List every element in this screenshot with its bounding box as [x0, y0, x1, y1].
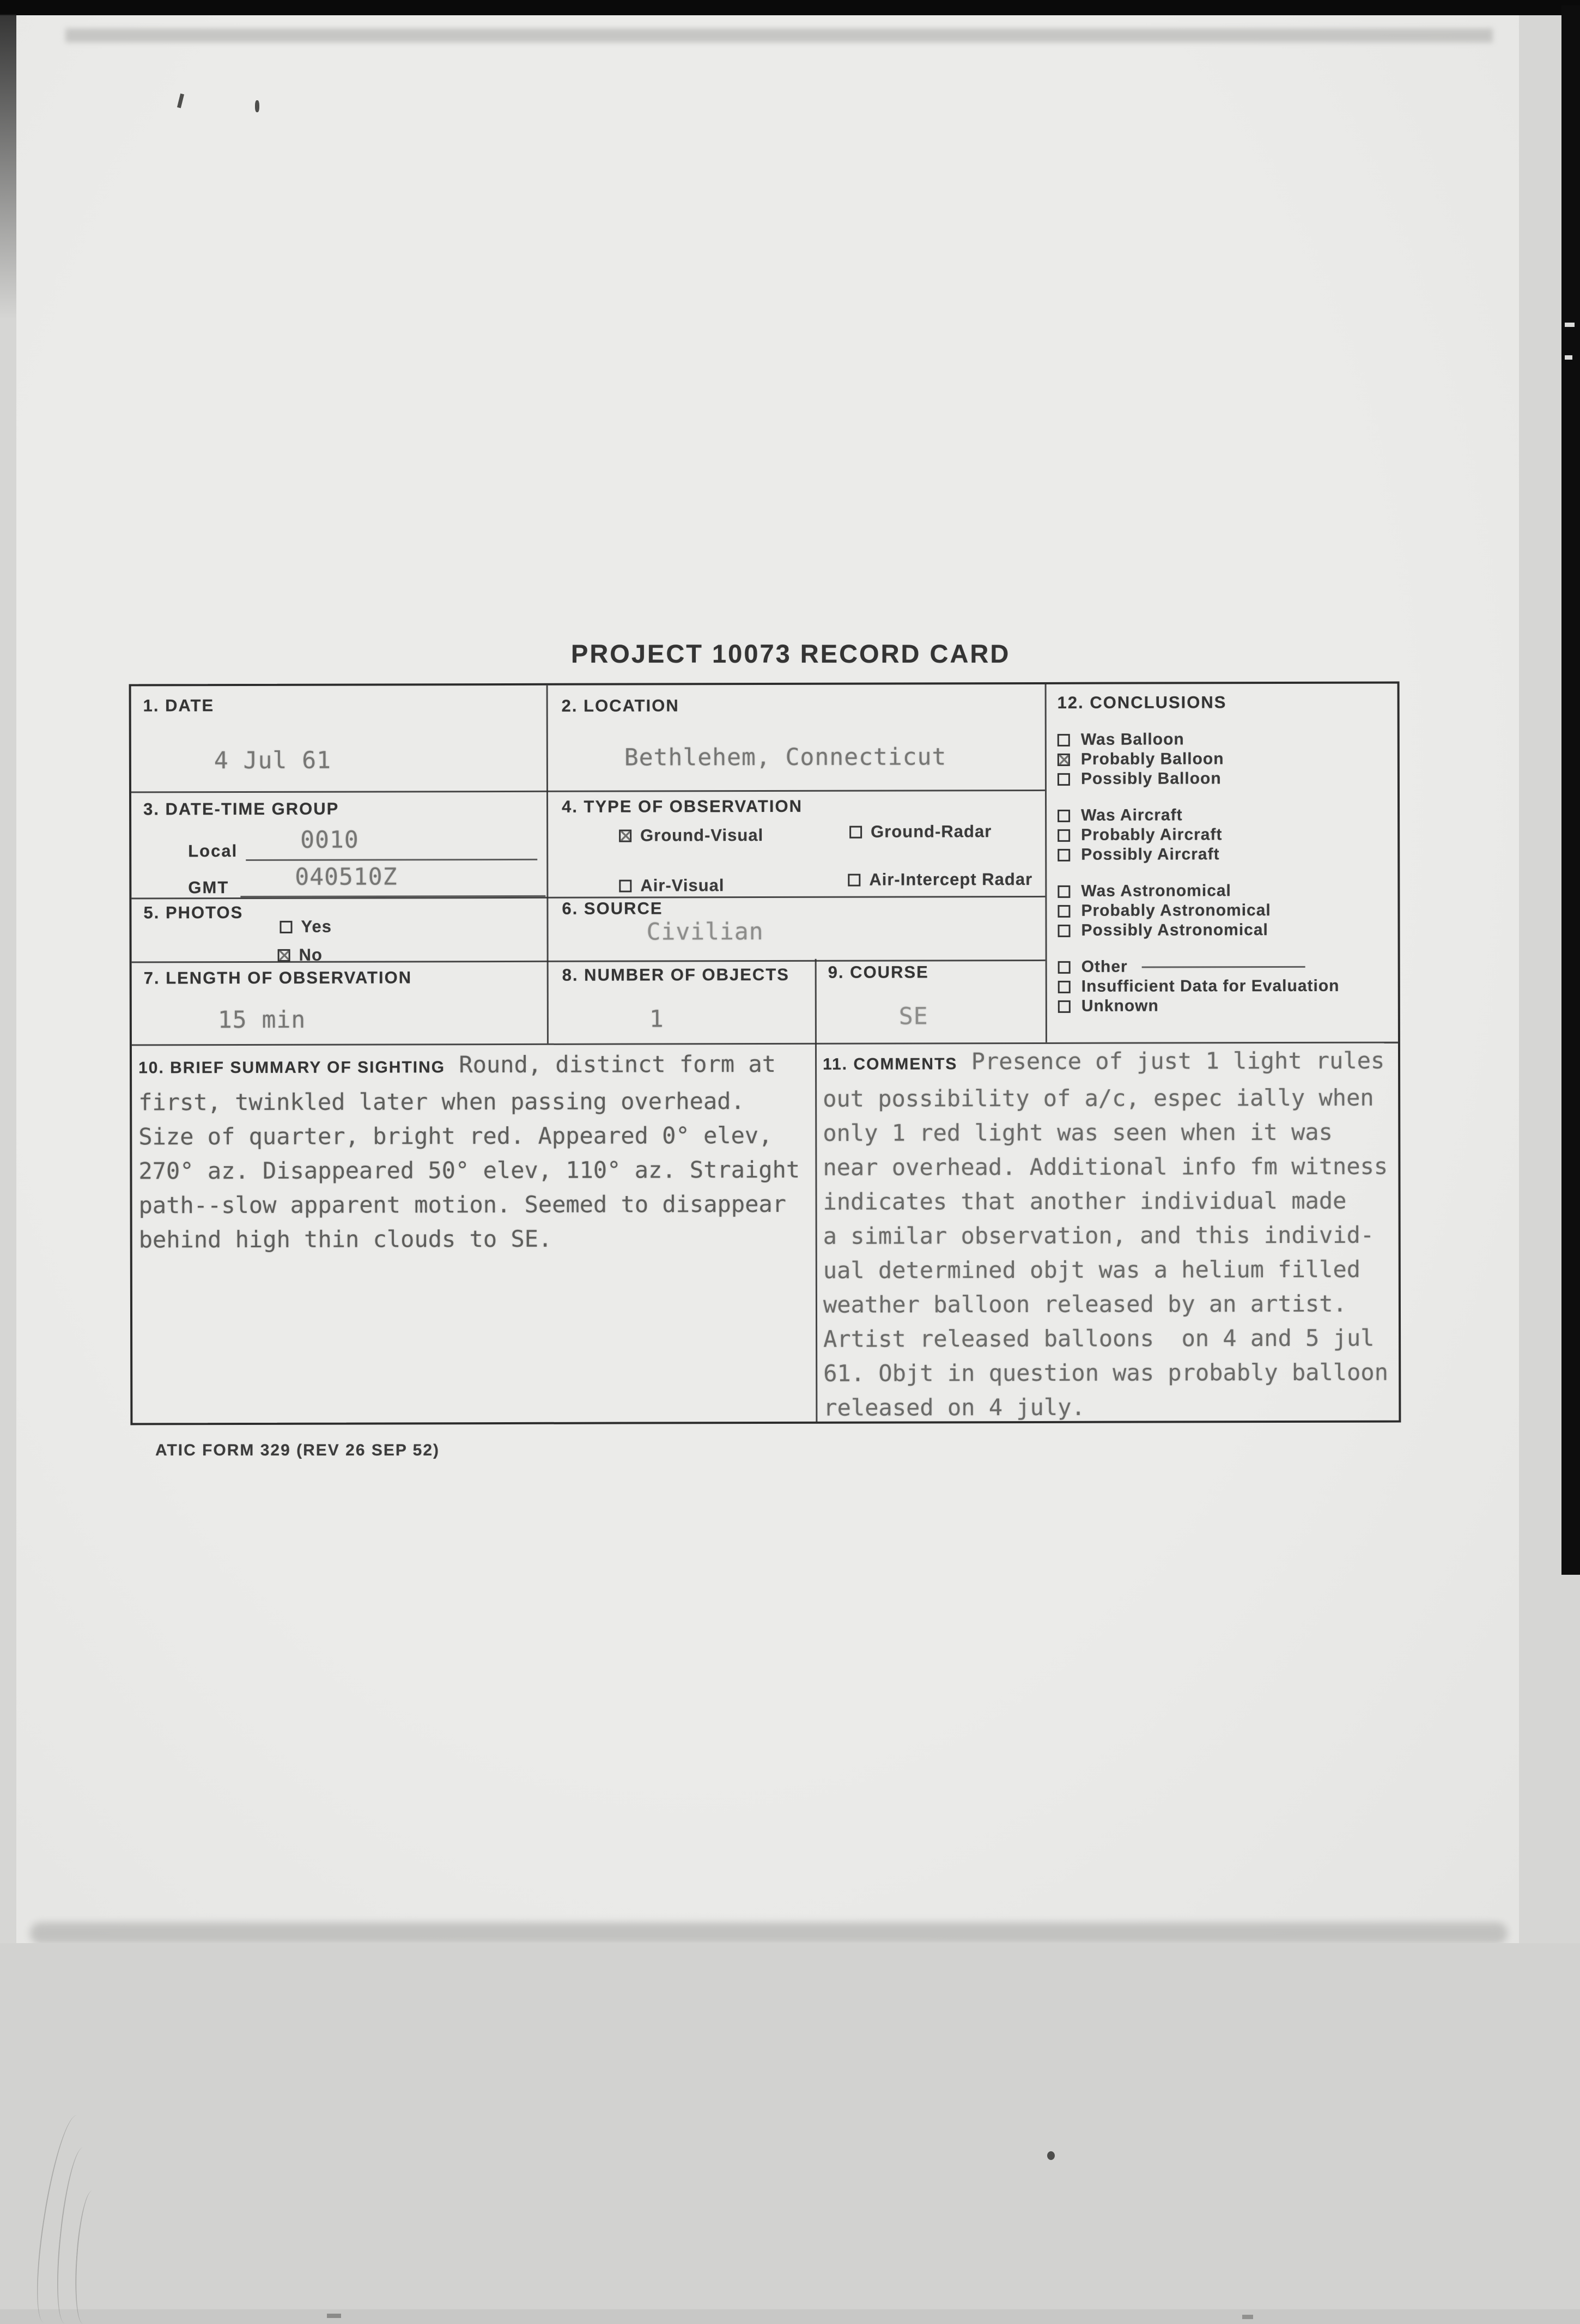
scan-bottom-edge [0, 2309, 1580, 2324]
conclusion-label: Was Balloon [1080, 730, 1184, 749]
brief-summary-label: 10. BRIEF SUMMARY OF SIGHTING [138, 1058, 446, 1077]
table-line [131, 790, 1045, 793]
checkbox-icon [1058, 809, 1070, 822]
type-of-observation-label: 4. TYPE OF OBSERVATION [562, 796, 803, 816]
date-value: 4 Jul 61 [214, 747, 332, 775]
brief-summary-block [138, 1047, 828, 1257]
course-label: 9. COURSE [828, 962, 929, 982]
source-value: Civilian [646, 918, 764, 946]
source-label: 6. SOURCE [562, 899, 663, 918]
ink-speck [327, 2314, 341, 2318]
conclusions-astronomical-group [1058, 881, 1393, 940]
option-label: Ground-Visual [640, 826, 764, 845]
checkbox-icon [1058, 848, 1070, 861]
conclusion-label: Possibly Balloon [1080, 769, 1222, 788]
ink-mark [255, 100, 259, 112]
length-of-observation-value: 15 min [217, 1006, 306, 1034]
table-line [1045, 684, 1047, 1042]
option-label: Yes [301, 917, 332, 936]
conclusions-other-group [1058, 957, 1393, 1016]
local-fill-line [246, 859, 537, 861]
length-of-observation-label: 7. LENGTH OF OBSERVATION [143, 968, 412, 988]
checkbox-icon [1058, 829, 1070, 841]
checkbox-icon [278, 949, 290, 961]
local-label: Local [188, 841, 238, 861]
local-value: 0010 [300, 826, 359, 854]
record-card-table [129, 682, 1401, 1425]
conclusion-label: Possibly Astronomical [1081, 921, 1268, 939]
option-photos-no [278, 945, 323, 965]
option-label: Air-Intercept Radar [869, 869, 1033, 889]
comments-label: 11. COMMENTS [823, 1055, 958, 1073]
conclusion-label: Possibly Aircraft [1081, 845, 1220, 864]
scan-left-edge [0, 14, 16, 319]
conclusion-option [1058, 769, 1393, 789]
location-label: 2. LOCATION [561, 696, 679, 715]
checkbox-icon [1058, 733, 1070, 746]
conclusion-option [1058, 976, 1393, 997]
checkbox-icon [1058, 1000, 1071, 1012]
gmt-label: GMT [188, 878, 229, 897]
conclusion-label: Was Aircraft [1081, 806, 1183, 824]
conclusion-option [1058, 996, 1393, 1016]
number-of-objects-label: 8. NUMBER OF OBJECTS [562, 964, 789, 985]
conclusion-label: Insufficient Data for Evaluation [1081, 976, 1340, 996]
conclusions-label: 12. CONCLUSIONS [1057, 693, 1227, 712]
checkbox-icon [1058, 905, 1070, 917]
scan-artifact [1565, 323, 1575, 327]
checkbox-icon [849, 826, 862, 838]
scan-top-edge [0, 0, 1580, 15]
option-air-visual [619, 876, 724, 895]
ink-speck [1242, 2315, 1253, 2319]
checkbox-icon [1058, 753, 1070, 766]
other-fill-line [1142, 966, 1305, 968]
table-line [546, 685, 549, 1043]
option-ground-radar [849, 822, 992, 842]
checkbox-icon [279, 920, 292, 933]
scan-right-edge [1561, 5, 1580, 1575]
form-number: ATIC FORM 329 (REV 26 SEP 52) [155, 1441, 440, 1459]
checkbox-icon [1058, 961, 1071, 973]
conclusions-aircraft-group [1058, 805, 1393, 865]
option-photos-yes [279, 917, 332, 937]
conclusion-label: Probably Astronomical [1081, 901, 1271, 920]
date-label: 1. DATE [143, 696, 215, 715]
scan-shadow-band-top [65, 28, 1493, 43]
conclusion-option [1058, 825, 1393, 845]
conclusion-label: Was Astronomical [1081, 882, 1231, 900]
conclusion-option [1058, 920, 1393, 940]
conclusion-label: Probably Aircraft [1081, 826, 1223, 844]
checkbox-icon [1058, 773, 1070, 785]
conclusion-option [1058, 881, 1393, 901]
page-title: PROJECT 10073 RECORD CARD [571, 639, 1011, 668]
comments-block [823, 1043, 1439, 1424]
option-label: No [299, 945, 323, 964]
gmt-value: 040510Z [295, 863, 398, 891]
conclusion-option [1058, 901, 1393, 921]
conclusion-option [1058, 845, 1393, 865]
photos-label: 5. PHOTOS [143, 903, 244, 923]
number-of-objects-value: 1 [649, 1005, 664, 1033]
location-value: Bethlehem, Connecticut [624, 743, 947, 772]
conclusion-option [1058, 957, 1393, 977]
checkbox-icon [1058, 924, 1071, 937]
checkbox-icon [619, 879, 631, 892]
conclusion-label: Probably Balloon [1080, 750, 1224, 768]
conclusion-label: Other [1081, 957, 1128, 976]
scan-lower-background [0, 1943, 1580, 2324]
conclusion-option [1058, 805, 1393, 826]
date-time-group-label: 3. DATE-TIME GROUP [143, 799, 339, 819]
scan-artifact [1565, 355, 1572, 360]
option-label: Ground-Radar [871, 822, 992, 841]
conclusions-balloon-group [1058, 730, 1393, 789]
checkbox-icon [619, 829, 631, 842]
option-label: Air-Visual [640, 876, 725, 895]
checkbox-icon [1058, 885, 1070, 897]
checkbox-icon [1058, 980, 1071, 993]
scan-shadow-band-bottom [30, 1922, 1508, 1944]
checkbox-icon [848, 873, 860, 886]
course-value: SE [898, 1003, 928, 1030]
conclusions-section [1058, 693, 1393, 1033]
conclusion-label: Unknown [1081, 997, 1159, 1015]
option-ground-visual [619, 826, 763, 846]
comments-text: Presence of just 1 light rules out possibility of a/c, espec ially when only 1 red light was seen when it was near overhead. Additional info fm witness indicates that another individual made a similar observation, and this individ- ual determined objt was a helium filled weather balloon released by an artist. Artist released balloons on 4 and 5 jul 61. Objt in question was probably balloon released on 4 july. [823, 1047, 1389, 1421]
conclusion-option [1058, 730, 1393, 750]
ink-speck [1047, 2151, 1055, 2160]
conclusion-option [1058, 749, 1393, 769]
option-air-intercept-radar [848, 870, 1032, 890]
brief-summary-text: Round, distinct form at first, twinkled later when passing overhead. Size of quarter, bright red. Appeared 0° elev, 270° az. Disappeared 50° elev, 110° az. Straight path--slow apparent motion. Seemed to disappear behind high thin clouds to SE. [138, 1050, 800, 1253]
